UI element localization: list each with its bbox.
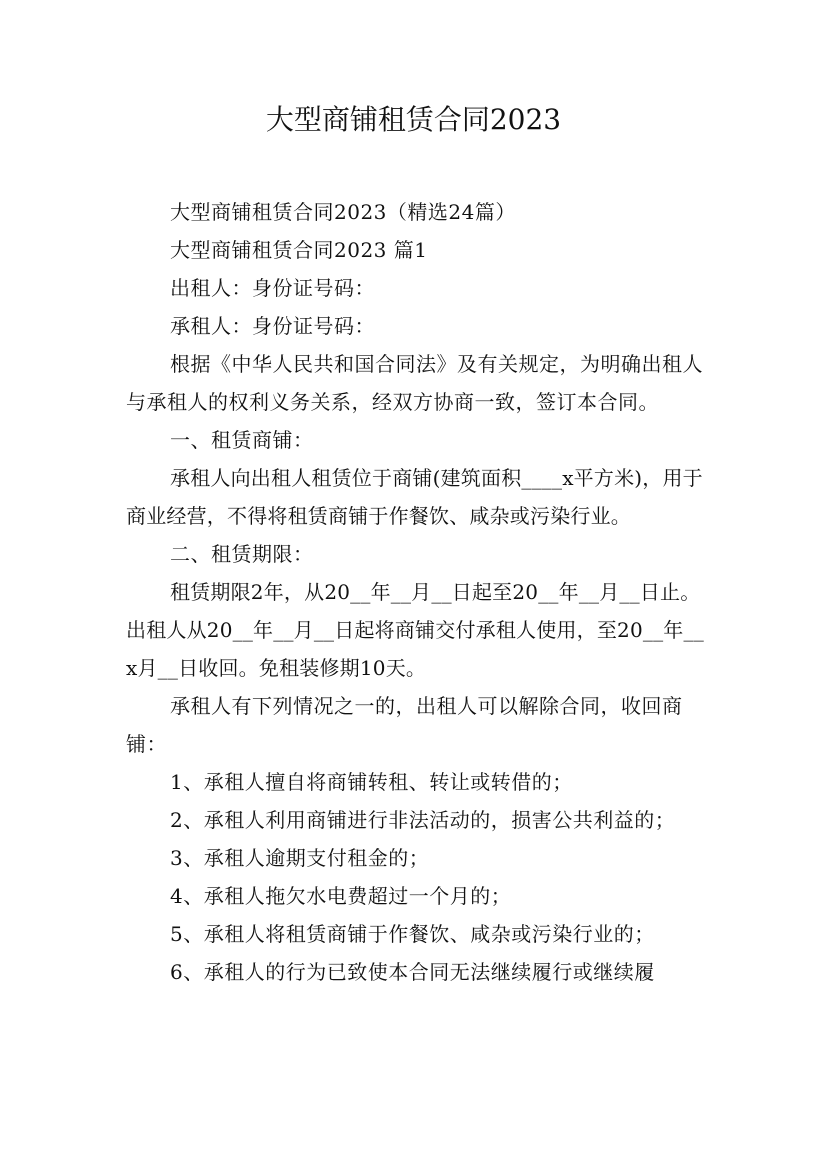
document-body bbox=[126, 193, 708, 991]
list-item: 1、承租人擅自将商铺转租、转让或转借的； bbox=[170, 770, 573, 794]
document-title: 大型商铺租赁合同2023 bbox=[265, 103, 562, 136]
paragraph-clause-2-body: 租赁期限2年，从20__年__月__日起至20__年__月__日止。出租人从20__年__月__日起将商铺交付承租人使用，至20__年__x月__日收回。免租装修期10天。 bbox=[126, 580, 704, 680]
paragraph-section-heading: 大型商铺租赁合同2023 篇1 bbox=[170, 238, 428, 262]
paragraph-lessor: 出租人：身份证号码： bbox=[170, 276, 375, 300]
list-item: 6、承租人的行为已致使本合同无法继续履行或继续履 bbox=[170, 960, 655, 984]
paragraph-clause-2-heading: 二、租赁期限： bbox=[170, 542, 314, 566]
list-item: 5、承租人将租赁商铺于作餐饮、咸杂或污染行业的； bbox=[170, 922, 655, 946]
paragraph-clause-1-body: 承租人向出租人租赁位于商铺(建筑面积____x平方米)，用于商业经营，不得将租赁商铺于作餐饮、咸杂或污染行业。 bbox=[126, 466, 703, 528]
list-item: 2、承租人利用商铺进行非法活动的，损害公共利益的； bbox=[170, 808, 676, 832]
paragraph-collection-title: 大型商铺租赁合同2023（精选24篇） bbox=[170, 200, 516, 224]
paragraph-preamble: 根据《中华人民共和国合同法》及有关规定，为明确出租人与承租人的权利义务关系，经双方协商一致，签订本合同。 bbox=[126, 352, 703, 414]
paragraph-termination-intro: 承租人有下列情况之一的，出租人可以解除合同，收回商铺： bbox=[126, 694, 683, 756]
paragraph-lessee: 承租人：身份证号码： bbox=[170, 314, 375, 338]
paragraph-clause-1-heading: 一、租赁商铺： bbox=[170, 428, 314, 452]
list-item: 3、承租人逾期支付租金的； bbox=[170, 846, 430, 870]
list-item: 4、承租人拖欠水电费超过一个月的； bbox=[170, 884, 512, 908]
